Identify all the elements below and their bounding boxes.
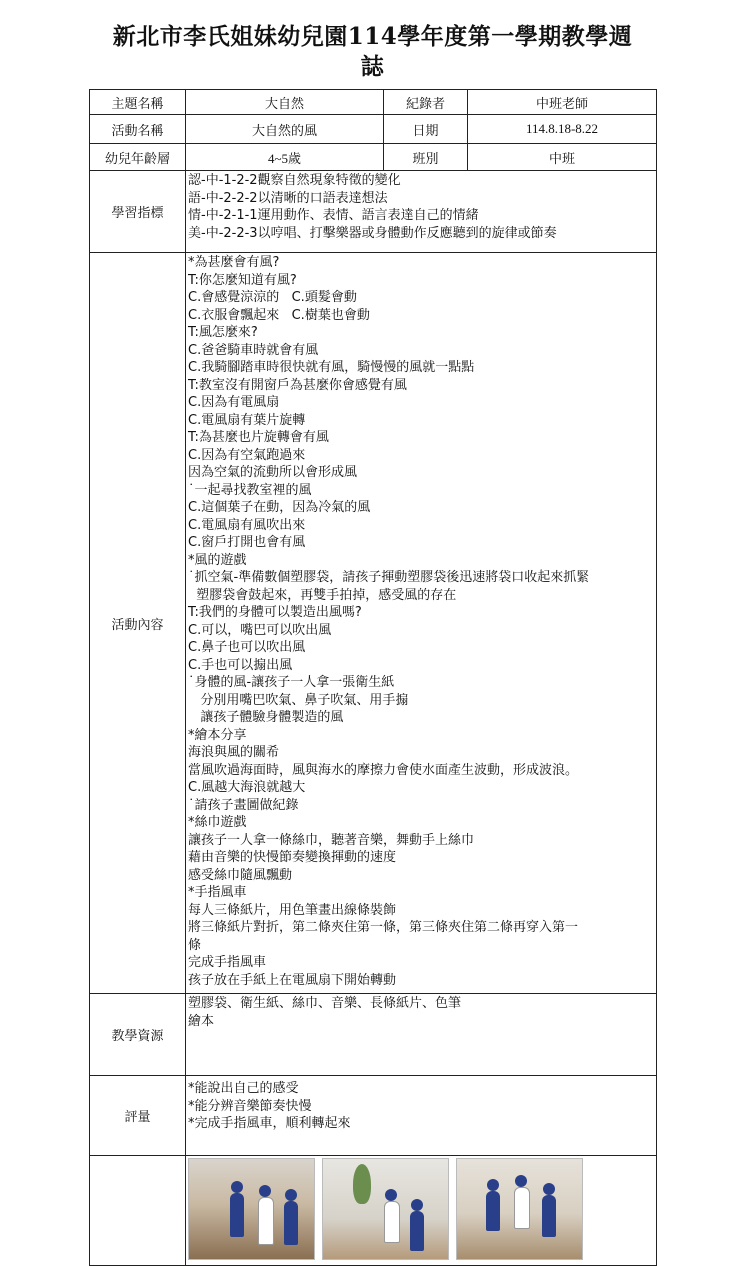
content-line: C.電風扇有葉片旋轉	[188, 412, 306, 428]
activity-photo-2	[322, 1158, 449, 1260]
indicators-cell	[186, 171, 657, 253]
indicators-list	[186, 171, 656, 242]
child-figure	[486, 1191, 500, 1231]
content-line: T:我們的身體可以製造出風嗎?	[188, 605, 362, 620]
activity-value: 大自然的風	[186, 115, 384, 144]
photos-cell	[186, 1156, 657, 1266]
row-indicators	[90, 171, 657, 253]
age-value: 4~5歲	[186, 144, 384, 171]
content-line: T:為甚麼也片旋轉會有風	[188, 430, 329, 445]
child-figure	[410, 1211, 424, 1251]
evaluation-line: *能說出自己的感受	[188, 1081, 299, 1096]
evaluation-cell	[186, 1076, 657, 1156]
child-head	[487, 1179, 499, 1191]
content-list	[186, 253, 656, 989]
activity-photo-1	[188, 1158, 315, 1260]
resources-cell	[186, 994, 657, 1076]
evaluation-line: *能分辨音樂節奏快慢	[188, 1098, 312, 1114]
content-line: T:你怎麼知道有風?	[188, 272, 297, 288]
plant-shape	[353, 1164, 371, 1204]
content-line: C.爸爸騎車時就會有風	[188, 342, 319, 358]
content-line: *繪本分享	[188, 727, 247, 743]
resources-line: 繪本	[188, 1013, 215, 1029]
content-line: C.手也可以搧出風	[188, 657, 293, 673]
child-figure	[230, 1193, 244, 1237]
content-line: C.會感覺涼涼的 C.頭髮會動	[188, 290, 357, 305]
activity-photo-3	[456, 1158, 583, 1260]
content-line: ˙身體的風-讓孩子一人拿一張衛生紙	[188, 675, 395, 690]
child-figure	[258, 1197, 274, 1245]
content-line: *為甚麼會有風?	[188, 255, 280, 270]
row-age	[90, 144, 657, 171]
content-line: ˙抓空氣-準備數個塑膠袋，請孩子揮動塑膠袋後迅速將袋口收起來抓緊	[188, 570, 590, 585]
photos-label-empty	[90, 1156, 186, 1266]
recorder-value: 中班老師	[468, 90, 657, 115]
content-line: 條	[188, 937, 202, 953]
content-line: 讓孩子一人拿一條絲巾，聽著音樂，舞動手上絲巾	[188, 832, 475, 848]
content-line: 藉由音樂的快慢節奏變換揮動的速度	[188, 850, 397, 865]
age-label: 幼兒年齡層	[90, 144, 186, 171]
content-line: C.鼻子也可以吹出風	[188, 640, 306, 655]
title-line-1: 新北市李氏姐妹幼兒園114學年度第一學期教學週	[112, 23, 633, 50]
resources-list	[186, 994, 656, 1030]
class-label: 班別	[384, 144, 468, 171]
row-resources	[90, 994, 657, 1076]
indicators-label: 學習指標	[90, 171, 186, 253]
child-figure	[284, 1201, 298, 1245]
content-line: T:風怎麼來?	[188, 325, 258, 340]
date-label: 日期	[384, 115, 468, 144]
evaluation-list	[186, 1076, 656, 1133]
child-figure	[542, 1195, 556, 1237]
content-line: 海浪與風的關希	[188, 745, 280, 760]
content-line: ˙請孩子畫圖做紀錄	[188, 797, 299, 813]
row-theme	[90, 90, 657, 115]
content-line: C.窗戶打開也會有風	[188, 535, 306, 550]
content-line: *風的遊戲	[188, 552, 247, 568]
weekly-log-table	[89, 89, 657, 1266]
content-line: 讓孩子體驗身體製造的風	[188, 710, 344, 725]
recorder-label: 紀錄者	[384, 90, 468, 115]
content-line: *絲巾遊戲	[188, 815, 247, 830]
row-evaluation	[90, 1076, 657, 1156]
row-photos	[90, 1156, 657, 1266]
row-content	[90, 253, 657, 994]
content-line: 感受絲巾隨風飄動	[188, 867, 293, 883]
content-line: C.衣服會飄起來 C.樹葉也會動	[188, 307, 370, 323]
evaluation-label: 評量	[90, 1076, 186, 1156]
title-line-2: 誌	[360, 53, 385, 80]
photo-strip	[186, 1156, 656, 1260]
child-head	[259, 1185, 271, 1197]
content-line: C.可以，嘴巴可以吹出風	[188, 622, 332, 638]
evaluation-line: *完成手指風車，順利轉起來	[188, 1116, 351, 1131]
child-head	[515, 1175, 527, 1187]
content-line: 分別用嘴巴吹氣、鼻子吹氣、用手搧	[188, 692, 409, 708]
resources-line: 塑膠袋、衛生紙、絲巾、音樂、長條紙片、色筆	[188, 996, 462, 1011]
content-line: 塑膠袋會鼓起來，再雙手拍掉，感受風的存在	[188, 587, 457, 603]
content-line: C.因為有電風扇	[188, 395, 280, 410]
theme-label: 主題名稱	[90, 90, 186, 115]
child-head	[285, 1189, 297, 1201]
child-figure	[384, 1201, 400, 1243]
resources-label: 教學資源	[90, 994, 186, 1076]
child-head	[543, 1183, 555, 1195]
content-line: *手指風車	[188, 885, 247, 900]
content-line: 完成手指風車	[188, 955, 267, 970]
content-cell	[186, 253, 657, 994]
content-line: C.風越大海浪就越大	[188, 780, 306, 795]
child-head	[411, 1199, 423, 1211]
content-line: C.我騎腳踏車時很快就有風，騎慢慢的風就一點點	[188, 360, 475, 375]
content-label: 活動內容	[90, 253, 186, 994]
activity-label: 活動名稱	[90, 115, 186, 144]
content-line: C.這個葉子在動，因為冷氣的風	[188, 500, 371, 515]
document-title	[0, 22, 745, 82]
content-line: 將三條紙片對折，第二條夾住第一條，第三條夾住第二條再穿入第一	[188, 920, 579, 935]
theme-value: 大自然	[186, 90, 384, 115]
content-line: 因為空氣的流動所以會形成風	[188, 465, 358, 480]
indicators-line: 情-中-2-1-1運用動作、表情、語言表達自己的情緒	[188, 208, 479, 223]
child-figure	[514, 1187, 530, 1229]
indicators-line: 語-中-2-2-2以清晰的口語表達想法	[188, 190, 388, 206]
row-activity	[90, 115, 657, 144]
content-line: ˙一起尋找教室裡的風	[188, 482, 312, 498]
content-line: 孩子放在手紙上在電風扇下開始轉動	[188, 972, 397, 988]
class-value: 中班	[468, 144, 657, 171]
child-head	[385, 1189, 397, 1201]
content-line: 每人三條紙片，用色筆畫出線條裝飾	[188, 902, 397, 918]
content-line: C.電風扇有風吹出來	[188, 517, 306, 533]
content-line: C.因為有空氣跑過來	[188, 447, 306, 463]
indicators-line: 美-中-2-2-3以哼唱、打擊樂器或身體動作反應聽到的旋律或節奏	[188, 225, 557, 241]
content-line: T:教室沒有開窗戶為甚麼你會感覺有風	[188, 377, 407, 393]
content-line: 當風吹過海面時，風與海水的摩擦力會使水面產生波動，形成波浪。	[188, 762, 579, 778]
date-value: 114.8.18-8.22	[468, 115, 657, 144]
child-head	[231, 1181, 243, 1193]
indicators-line: 認-中-1-2-2觀察自然現象特徵的變化	[188, 173, 401, 188]
